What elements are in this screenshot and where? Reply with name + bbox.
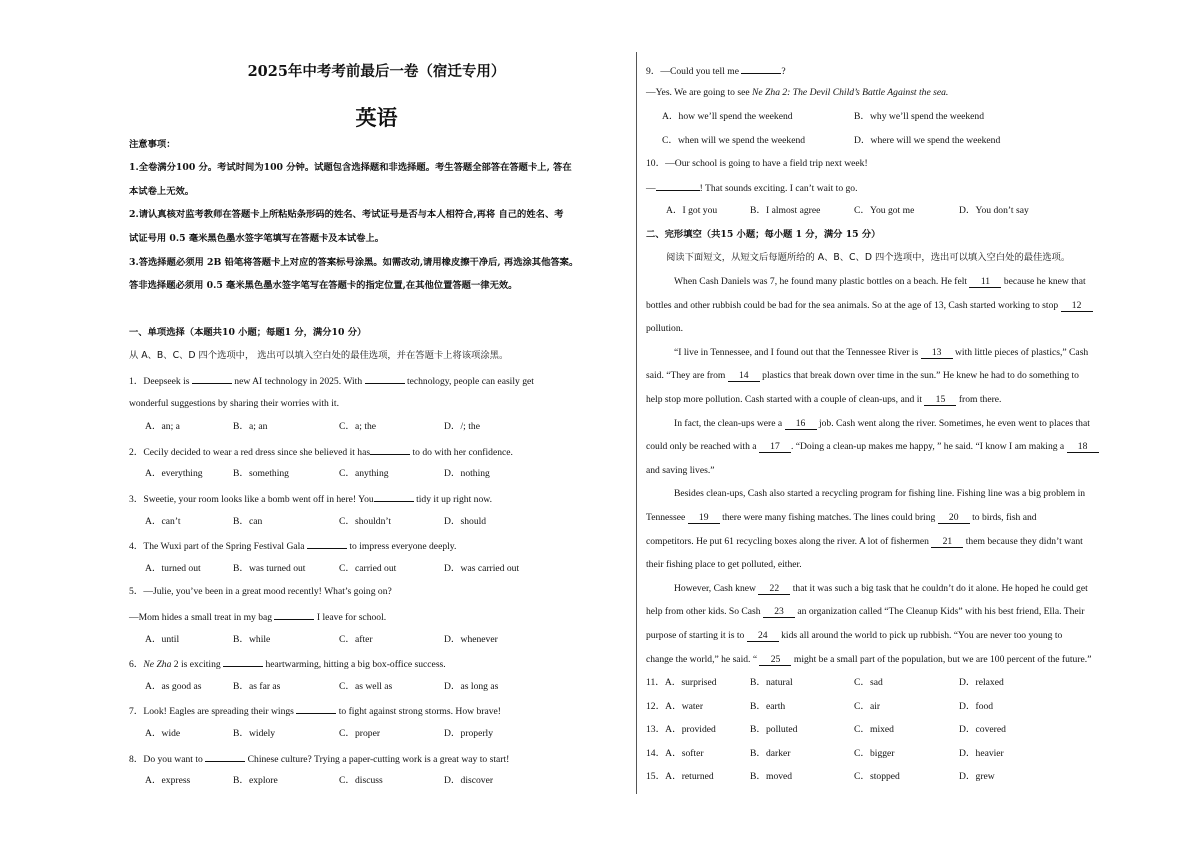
answer-blank — [192, 374, 232, 384]
option: B．widely — [233, 728, 276, 739]
option: 14．A．softer — [646, 747, 704, 759]
stem-text: to do with her confidence. — [410, 446, 513, 458]
cloze-blank: 20 — [938, 513, 970, 524]
stem-text: to impress everyone deeply. — [346, 541, 457, 553]
answer-blank — [365, 374, 405, 384]
passage-line — [674, 347, 1088, 359]
option: 11．A．surprised — [646, 677, 717, 688]
question-10-stem: 10．—Our school is going to have a field trip next week! — [646, 158, 868, 169]
passage-text: plastics that break down over time in the sun.” He knew he had to do something to — [759, 370, 1079, 382]
passage-text: their fishing place to get polluted, either. — [646, 559, 802, 571]
answer-blank — [296, 704, 336, 714]
option: D．You don’t say — [959, 205, 1029, 216]
passage-line — [674, 583, 1088, 595]
option: C．bigger — [854, 747, 895, 759]
question-3-stem — [129, 492, 492, 506]
passage-text: and saving lives.” — [646, 464, 715, 476]
stem-text: 1．Deepseek is — [129, 376, 192, 387]
question-8-stem — [129, 752, 509, 766]
cloze-blank: 19 — [688, 513, 720, 524]
option: A．as good as — [145, 680, 202, 692]
passage-text: to birds, fish and — [969, 512, 1037, 523]
option: B．a; an — [233, 421, 268, 433]
cloze-blank: 16 — [785, 419, 817, 430]
option: C．proper — [339, 728, 381, 739]
option: D．nothing — [444, 468, 490, 480]
cloze-blank: 24 — [747, 631, 779, 642]
option: B．moved — [750, 771, 793, 783]
option: A．an; a — [145, 421, 180, 433]
passage-text: When Cash Daniels was 7, he found many plastic bottles on a beach. He felt — [674, 276, 970, 287]
question-1-stem — [129, 374, 534, 388]
passage-text: pollution. — [646, 323, 684, 335]
option: D．properly — [444, 728, 494, 739]
option: D．covered — [959, 724, 1006, 736]
passage-text: “I live in Tennessee, and I found out that the Tennessee River is — [674, 346, 921, 358]
passage-line — [646, 441, 1099, 453]
stem-text: tidy it up right now. — [413, 494, 492, 505]
passage-text: In fact, the clean-ups were a — [674, 417, 785, 429]
section2-heading: 二、完形填空（共15 小题；每小题 1 分，满分 15 分） — [646, 229, 881, 240]
question-9-stem: 9．—Could you tell me ? — [646, 66, 786, 77]
passage-line — [674, 418, 1090, 430]
option: D．was carried out — [444, 562, 520, 574]
passage-text: kids all around the world to pick up rubbish. “You are never too young to — [778, 630, 1063, 641]
passage-text: from there. — [956, 394, 1002, 405]
option: B．polluted — [750, 724, 798, 736]
stem-text: heartwarming, hitting a big box-office success. — [263, 659, 446, 671]
stem-text: to fight against strong storms. How brave! — [336, 706, 501, 718]
option: A．turned out — [145, 562, 201, 574]
stem-text: I leave for school. — [314, 612, 387, 623]
notice-line: 3.答选择题必须用 2B 铅笔将答题卡上对应的答案标号涂黑。如需改动,请用橡皮擦干净后, 再选涂其他答案。 — [129, 257, 579, 268]
cloze-blank: 15 — [924, 395, 956, 406]
passage-text: might be a small part of the population, but we are 100 percent of the future.” — [791, 653, 1092, 665]
option: A．until — [145, 633, 180, 645]
option: D．grew — [959, 771, 995, 783]
notice-line: 答非选择题必须用 0.5 毫米黑色墨水签字笔写在答题卡的指定位置,在其他位置答题一律无效。 — [129, 280, 518, 291]
passage-text: . “Doing a clean-up makes me happy, ” he said. “I know I am making a — [790, 441, 1067, 453]
stem-text: 6． — [129, 659, 144, 671]
passage-line — [646, 323, 683, 335]
option: C．carried out — [339, 562, 397, 574]
question-5-stem — [129, 610, 386, 624]
cloze-blank: 11 — [969, 277, 1001, 288]
question-9-reply: —Yes. We are going to see Ne Zha 2: The Devil Child’s Battle Against the sea. — [646, 87, 949, 98]
passage-line — [646, 300, 1093, 312]
passage-text: purpose of starting it is to — [646, 630, 747, 641]
option: C．as well as — [339, 680, 393, 692]
cloze-blank: 12 — [1061, 301, 1093, 312]
option: C．anything — [339, 468, 389, 480]
question-5-stem — [129, 586, 392, 598]
passage-line — [646, 559, 802, 571]
passage-line — [646, 465, 714, 477]
notice-line: 本试卷上无效。 — [129, 186, 195, 197]
film-title: Ne Zha — [143, 659, 172, 671]
option: A．I got you — [666, 205, 718, 216]
passage-text: change the world,” he said. “ — [646, 653, 760, 665]
question-6-stem — [129, 657, 446, 671]
cloze-blank: 22 — [758, 584, 790, 595]
cloze-blank: 23 — [763, 607, 795, 618]
stem-text: 2 is exciting — [171, 659, 224, 671]
option: B．darker — [750, 747, 791, 759]
option: B．while — [233, 633, 271, 645]
passage-text: because he knew that — [1001, 276, 1086, 287]
option: D．/; the — [444, 421, 480, 433]
passage-text: job. Cash went along the river. Sometimes, he even went to places that — [816, 417, 1090, 429]
option: D．relaxed — [959, 677, 1004, 688]
option: A．how we’ll spend the weekend — [662, 111, 793, 122]
answer-blank — [205, 752, 245, 762]
notice-line: 1.全卷满分100 分。考试时间为100 分钟。试题包含选择题和非选择题。考生答题全部答在答题卡上, 答在 — [129, 162, 572, 173]
notice-line: 2.请认真核对监考教师在答题卡上所粘贴条形码的姓名、考试证号是否与本人相符合,再将 自己的姓名、考 — [129, 209, 564, 220]
option: A．express — [145, 775, 191, 787]
answer-blank — [656, 181, 700, 191]
passage-line — [646, 654, 1091, 666]
option: 13．A．provided — [646, 724, 716, 736]
stem-text: —Mom hides a small treat in my bag — [129, 612, 275, 623]
option: C．when will we spend the weekend — [662, 135, 806, 146]
answer-blank — [374, 492, 414, 502]
stem-text: 8．Do you want to — [129, 753, 206, 765]
passage-line — [646, 630, 1062, 642]
answer-blank — [274, 610, 314, 620]
passage-text: said. “They are from — [646, 370, 728, 382]
passage-text: could only be reached with a — [646, 441, 759, 453]
notice-line: 试证号用 0.5 毫米黑色墨水签字笔填写在答题卡及本试卷上。 — [129, 233, 385, 244]
stem-text: wonderful suggestions by sharing their worries with it. — [129, 397, 339, 409]
option: 15．A．returned — [646, 771, 714, 783]
option: D．as long as — [444, 680, 499, 692]
passage-text: there were many fishing matches. The lines could bring — [719, 512, 938, 523]
cloze-blank: 21 — [931, 537, 963, 548]
option: B．earth — [750, 700, 786, 712]
passage-line — [646, 394, 1001, 406]
option: B．why we’ll spend the weekend — [854, 111, 985, 122]
option: D．discover — [444, 775, 494, 787]
stem-text: 4．The Wuxi part of the Spring Festival Gala — [129, 541, 307, 553]
passage-text: them because they didn’t want — [963, 535, 1083, 547]
option: C．You got me — [854, 205, 915, 216]
answer-blank — [741, 64, 781, 74]
option: C．sad — [854, 677, 883, 688]
option: C．a; the — [339, 421, 377, 433]
option: D．food — [959, 700, 994, 712]
subject-title: 英语 — [355, 106, 398, 130]
option: B．was turned out — [233, 562, 306, 574]
cloze-blank: 17 — [759, 442, 791, 453]
passage-text: Tennessee — [646, 512, 688, 523]
option: C．after — [339, 633, 373, 645]
passage-line — [674, 488, 1085, 500]
section2-instruction: 阅读下面短文，从短文后每题所给的 A、B、C、D 四个选项中，选出可以填入空白处的最佳选项。 — [666, 252, 1071, 263]
passage-line — [646, 512, 1037, 524]
option: B．something — [233, 468, 289, 480]
stem-text: 7．Look! Eagles are spreading their wings — [129, 706, 297, 718]
option: B．natural — [750, 677, 793, 688]
stem-text: new AI technology in 2025. With — [231, 376, 365, 387]
stem-text: 3．Sweetie, your room looks like a bomb went off in here! You — [129, 494, 374, 505]
question-2-stem — [129, 445, 513, 459]
option: D．heavier — [959, 747, 1004, 759]
section1-heading: 一、单项选择（本题共10 小题；每题1 分，满分10 分） — [129, 327, 367, 338]
option: B．I almost agree — [750, 205, 821, 216]
question-1-stem — [129, 398, 339, 410]
question-4-stem — [129, 539, 456, 553]
option: C．mixed — [854, 724, 894, 736]
option: D．should — [444, 515, 487, 527]
option: D．whenever — [444, 633, 498, 645]
section1-instruction: 从 A、B、C、D 四个选项中， 选出可以填入空白处的最佳选项，并在答题卡上将该项涂黑。 — [129, 350, 509, 361]
option: D．where will we spend the weekend — [854, 135, 1001, 146]
option: B．can — [233, 515, 263, 527]
option: B．as far as — [233, 680, 281, 692]
cloze-blank: 25 — [759, 655, 791, 666]
answer-blank — [307, 539, 347, 549]
question-7-stem — [129, 704, 501, 718]
cloze-blank: 14 — [728, 371, 760, 382]
option: B．explore — [233, 775, 278, 787]
passage-text: However, Cash knew — [674, 582, 759, 594]
column-divider — [636, 52, 637, 794]
answer-blank — [370, 445, 410, 455]
passage-text: Besides clean-ups, Cash also started a recycling program for fishing line. Fishing line was a big problem in — [674, 488, 1086, 500]
cloze-blank: 13 — [921, 348, 953, 359]
passage-text: help from other kids. So Cash — [646, 606, 763, 618]
passage-text: that it was such a big task that he couldn’t do it alone. He hoped he could get — [790, 582, 1088, 594]
notice-heading: 注意事项： — [129, 139, 176, 150]
passage-line — [646, 606, 1085, 618]
passage-text: an organization called “The Cleanup Kids” with his best friend, Ella. Their — [794, 606, 1085, 618]
cloze-blank: 18 — [1067, 442, 1099, 453]
option: C．shouldn’t — [339, 515, 392, 527]
answer-blank — [223, 657, 263, 667]
stem-text: 2．Cecily decided to wear a red dress since she believed it has — [129, 446, 371, 458]
stem-text: technology, people can easily get — [404, 376, 534, 387]
option: C．discuss — [339, 775, 383, 787]
passage-line — [674, 276, 1086, 288]
passage-text: bottles and other rubbish could be bad for the sea animals. So at the age of 13, Cash started working to stop — [646, 299, 1061, 311]
option: C．air — [854, 700, 881, 712]
passage-line — [646, 370, 1079, 382]
option: A．can’t — [145, 515, 181, 527]
passage-text: with little pieces of plastics,” Cash — [952, 346, 1089, 358]
option: 12．A．water — [646, 700, 704, 712]
stem-text: 5．—Julie, you’ve been in a great mood recently! What’s going on? — [129, 586, 392, 598]
film-title: Ne Zha 2: The Devil Child’s Battle Against the sea. — [752, 87, 949, 98]
passage-text: help stop more pollution. Cash started with a couple of clean-ups, and it — [646, 394, 925, 405]
page-title: 2025年中考考前最后一卷（宿迁专用） — [247, 63, 506, 80]
passage-line — [646, 536, 1083, 548]
option: A．wide — [145, 728, 181, 739]
option: C．stopped — [854, 771, 900, 783]
passage-text: competitors. He put 61 recycling boxes along the river. A lot of fishermen — [646, 535, 932, 547]
option: A．everything — [145, 468, 203, 480]
stem-text: Chinese culture? Trying a paper-cutting work is a great way to start! — [245, 753, 510, 765]
question-10-reply: — ! That sounds exciting. I can’t wait to go. — [646, 183, 858, 194]
